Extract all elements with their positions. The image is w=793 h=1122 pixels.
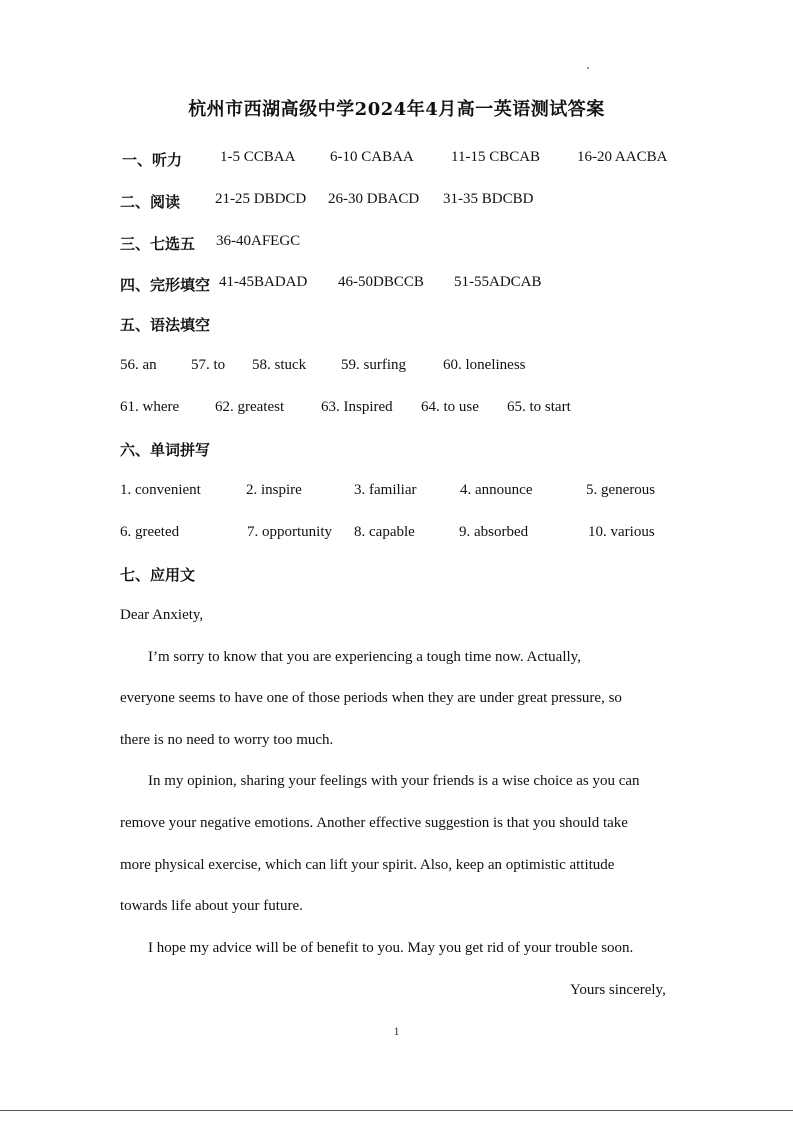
seven-choose-five-group-1: 36-40AFEGC: [216, 233, 301, 249]
spelling-answer: 10. various: [588, 524, 655, 540]
reading-group-3: 31-35 BDCBD: [443, 191, 534, 207]
cloze-group-3: 51-55ADCAB: [454, 274, 542, 290]
grammar-answer: 61. where: [120, 399, 180, 415]
section-writing-label: 七、应用文: [120, 566, 196, 584]
letter-line: there is no need to worry too much.: [120, 732, 334, 748]
letter-line: I’m sorry to know that you are experiencing a tough time now. Actually,: [148, 649, 581, 665]
page-title: 杭州市西湖高级中学2024年4月高一英语测试答案: [188, 99, 605, 120]
letter-line: In my opinion, sharing your feelings with your friends is a wise choice as you can: [148, 773, 640, 789]
letter-line: towards life about your future.: [120, 898, 303, 914]
spelling-answer: 3. familiar: [354, 482, 417, 498]
cloze-group-1: 41-45BADAD: [219, 274, 308, 290]
grammar-answer: 58. stuck: [252, 357, 307, 373]
section-grammar-label: 五、语法填空: [120, 316, 211, 334]
section-listening-label: 一、听力: [122, 151, 183, 169]
listening-group-4: 16-20 AACBA: [577, 149, 668, 165]
spelling-answer: 2. inspire: [246, 482, 302, 498]
grammar-answer: 64. to use: [421, 399, 479, 415]
listening-group-2: 6-10 CABAA: [330, 149, 414, 165]
section-cloze-label: 四、完形填空: [120, 276, 211, 294]
grammar-answer: 63. Inspired: [321, 399, 393, 415]
spelling-answer: 4. announce: [460, 482, 533, 498]
cloze-group-2: 46-50DBCCB: [338, 274, 424, 290]
letter-closing: Yours sincerely,: [570, 982, 666, 998]
scan-dot: [587, 67, 589, 69]
grammar-answer: 65. to start: [507, 399, 571, 415]
section-seven-choose-five-label: 三、七选五: [120, 235, 196, 253]
page-bottom-divider: [0, 1110, 793, 1111]
letter-line: more physical exercise, which can lift your spirit. Also, keep an optimistic attitude: [120, 857, 615, 873]
grammar-answer: 62. greatest: [215, 399, 285, 415]
letter-line: I hope my advice will be of benefit to you. May you get rid of your trouble soon.: [148, 940, 634, 956]
spelling-answer: 8. capable: [354, 524, 415, 540]
reading-group-2: 26-30 DBACD: [328, 191, 420, 207]
letter-line: remove your negative emotions. Another effective suggestion is that you should take: [120, 815, 628, 831]
spelling-answer: 9. absorbed: [459, 524, 529, 540]
reading-group-1: 21-25 DBDCD: [215, 191, 307, 207]
spelling-answer: 6. greeted: [120, 524, 180, 540]
letter-salutation: Dear Anxiety,: [120, 607, 204, 623]
listening-group-3: 11-15 CBCAB: [451, 149, 541, 165]
grammar-answer: 57. to: [191, 357, 226, 373]
spelling-answer: 7. opportunity: [247, 524, 332, 540]
letter-line: everyone seems to have one of those periods when they are under great pressure, so: [120, 690, 622, 706]
section-reading-label: 二、阅读: [120, 193, 181, 211]
grammar-answer: 60. loneliness: [443, 357, 526, 373]
grammar-answer: 59. surfing: [341, 357, 406, 373]
page-number: 1: [393, 1024, 400, 1038]
spelling-answer: 1. convenient: [120, 482, 201, 498]
grammar-answer: 56. an: [120, 357, 157, 373]
spelling-answer: 5. generous: [586, 482, 656, 498]
listening-group-1: 1-5 CCBAA: [220, 149, 296, 165]
section-spelling-label: 六、单词拼写: [120, 441, 211, 459]
